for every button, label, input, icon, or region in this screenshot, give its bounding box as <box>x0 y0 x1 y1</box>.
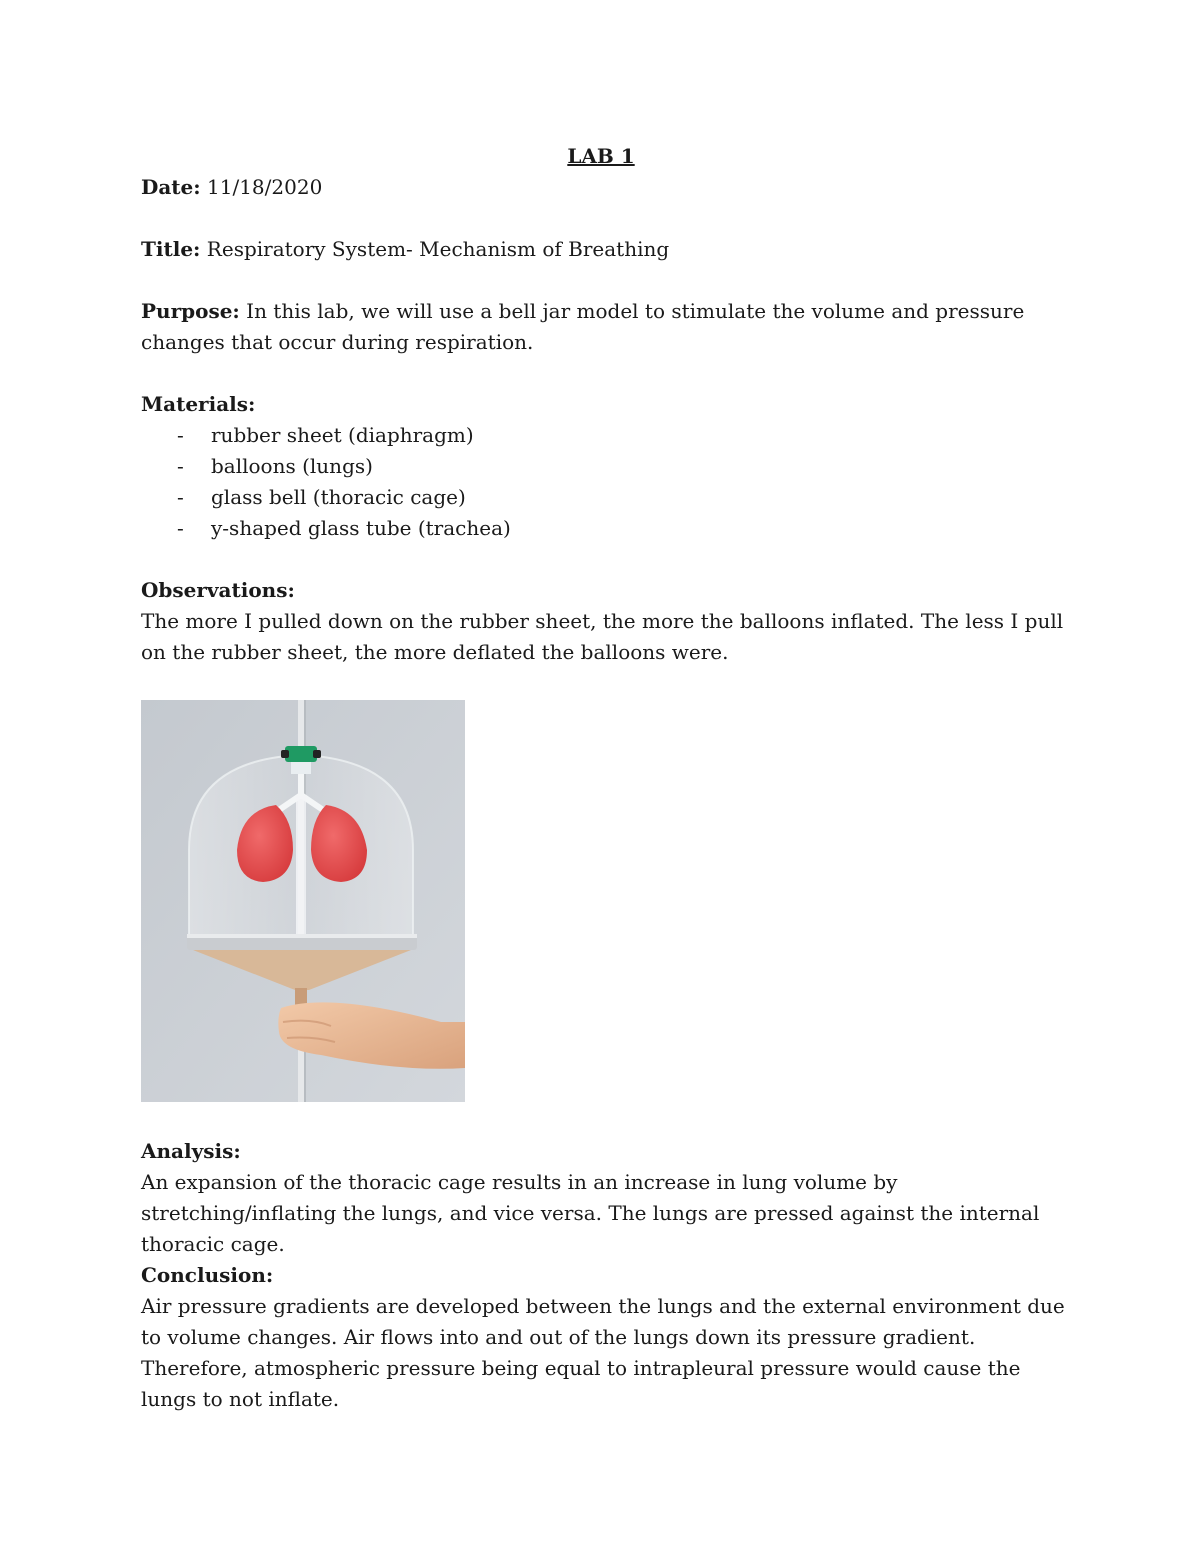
list-item: - rubber sheet (diaphragm) <box>141 420 1071 451</box>
date-value: 11/18/2020 <box>207 175 323 199</box>
observations-section <box>141 575 1071 668</box>
conclusion-section <box>141 1260 1071 1415</box>
title-label: Title: <box>141 237 201 261</box>
lab-heading: LAB 1 <box>567 144 635 168</box>
list-item: - balloons (lungs) <box>141 451 1071 482</box>
list-item: - y-shaped glass tube (trachea) <box>141 513 1071 544</box>
bell-jar-model-image <box>141 700 465 1102</box>
analysis-section <box>141 1136 1071 1260</box>
date-label: Date: <box>141 175 201 199</box>
title-line <box>141 234 1071 265</box>
analysis-text: An expansion of the thoracic cage results in an increase in lung volume by stretching/inflating the lungs, and vice versa. The lungs are pressed against the internal thoracic cage. <box>141 1170 1040 1256</box>
list-item: - glass bell (thoracic cage) <box>141 482 1071 513</box>
conclusion-label: Conclusion: <box>141 1263 274 1287</box>
materials-label: Materials: <box>141 392 256 416</box>
observations-label: Observations: <box>141 578 295 602</box>
purpose-text: In this lab, we will use a bell jar model to stimulate the volume and pressure changes that occur during respiration. <box>141 299 1025 354</box>
purpose-paragraph <box>141 296 1071 358</box>
observations-text: The more I pulled down on the rubber sheet, the more the balloons inflated. The less I pull on the rubber sheet, the more deflated the balloons were. <box>141 609 1064 664</box>
analysis-label: Analysis: <box>141 1139 241 1163</box>
materials-list <box>141 420 1071 544</box>
materials-section <box>141 389 1071 544</box>
title-value: Respiratory System- Mechanism of Breathing <box>206 237 670 261</box>
date-line <box>141 172 1071 203</box>
conclusion-text: Air pressure gradients are developed between the lungs and the external environment due to volume changes. Air flows into and out of the lungs down its pressure gradient. Therefore, atmospheric pressure being equal to intrapleural pressure would cause the lungs to not inflate. <box>141 1294 1065 1411</box>
purpose-label: Purpose: <box>141 299 240 323</box>
